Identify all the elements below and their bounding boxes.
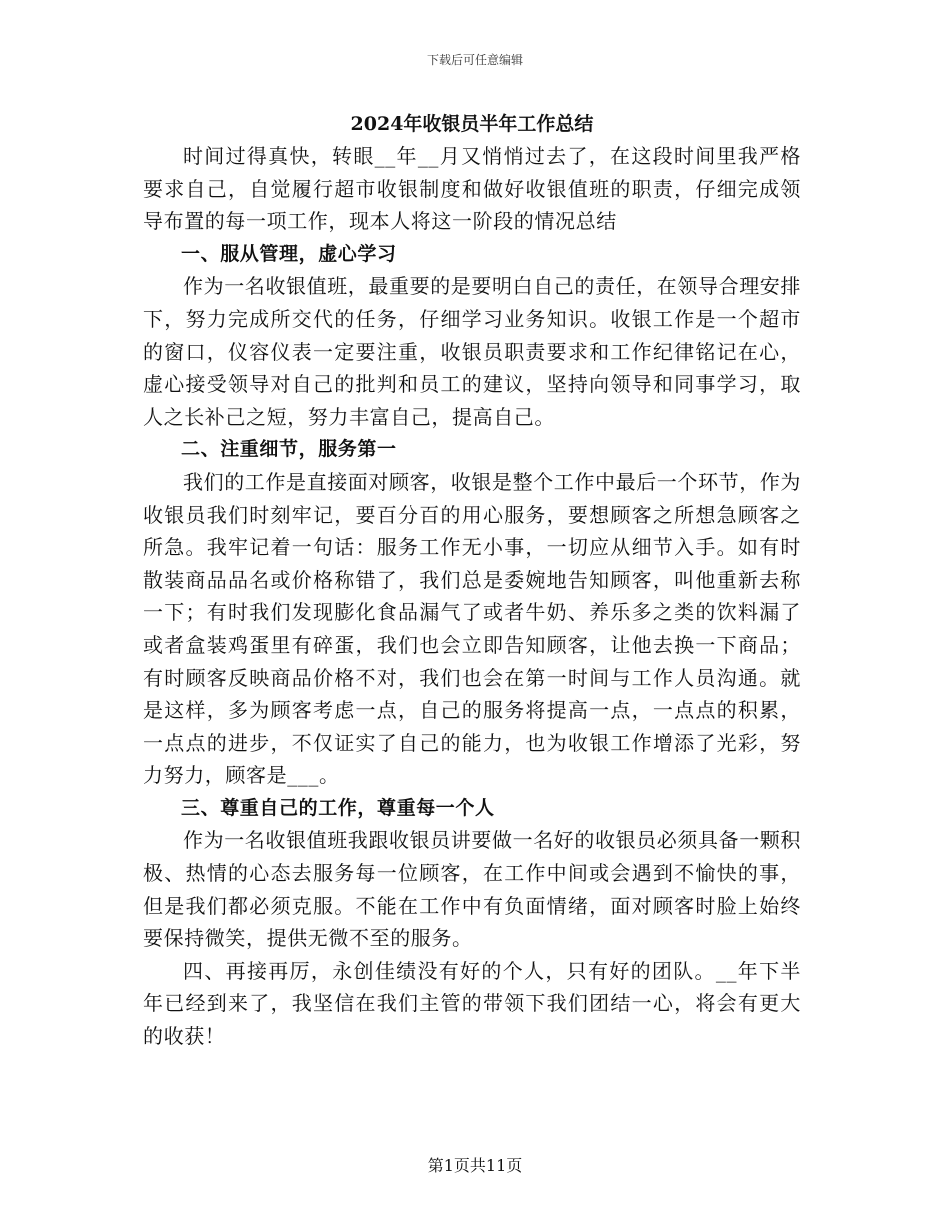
section-1-heading: 一、服从管理，虚心学习	[181, 242, 397, 265]
page-number: 第1页共11页	[427, 1156, 523, 1175]
document-title: 2024年收银员半年工作总结	[350, 113, 594, 135]
page-header-note: 下载后可任意编辑	[426, 53, 523, 67]
section-4-paragraph: 四、再接再厉，永创佳绩没有好的个人，只有好的团队。__年下半年已经到来了，我坚信在我们主管的带领下我们团结一心，将会有更大的收获！	[143, 958, 801, 1049]
section-3-paragraph: 作为一名收银值班我跟收银员讲要做一名好的收银员必须具备一颗积极、热情的心态去服务每一位顾客，在工作中间或会遇到不愉快的事，但是我们都必须克服。不能在工作中有负面情绪，面对顾客时脸上始终要保持微笑，提供无微不至的服务。	[143, 828, 801, 951]
section-3-heading: 三、尊重自己的工作，尊重每一个人	[181, 796, 495, 819]
intro-paragraph: 时间过得真快，转眼__年__月又悄悄过去了，在这段时间里我严格要求自己，自觉履行超市收银制度和做好收银值班的职责，仔细完成领导布置的每一项工作，现本人将这一阶段的情况总结	[143, 144, 801, 234]
document-body	[143, 108, 801, 1053]
section-2-heading: 二、注重细节，服务第一	[181, 438, 397, 461]
section-2-paragraph: 我们的工作是直接面对顾客，收银是整个工作中最后一个环节，作为收银员我们时刻牢记，要百分百的用心服务，要想顾客之所想急顾客之所急。我牢记着一句话：服务工作无小事，一切应从细节入手。如有时散装商品品名或价格称错了，我们总是委婉地告知顾客，叫他重新去称一下；有时我们发现膨化食品漏气了或者牛奶、养乐多之类的饮料漏了或者盒装鸡蛋里有碎蛋，我们也会立即告知顾客，让他去换一下商品；有时顾客反映商品价格不对，我们也会在第一时间与工作人员沟通。就是这样，多为顾客考虑一点，自己的服务将提高一点，一点点的积累，一点点的进步，不仅证实了自己的能力，也为收银工作增添了光彩，努力努力，顾客是___。	[143, 469, 801, 788]
section-1-paragraph: 作为一名收银值班，最重要的是要明白自己的责任，在领导合理安排下，努力完成所交代的任务，仔细学习业务知识。收银工作是一个超市的窗口，仪容仪表一定要注重，收银员职责要求和工作纪律铭记在心，虚心接受领导对自己的批判和员工的建议，坚持向领导和同事学习，取人之长补己之短，努力丰富自己，提高自己。	[143, 274, 801, 429]
